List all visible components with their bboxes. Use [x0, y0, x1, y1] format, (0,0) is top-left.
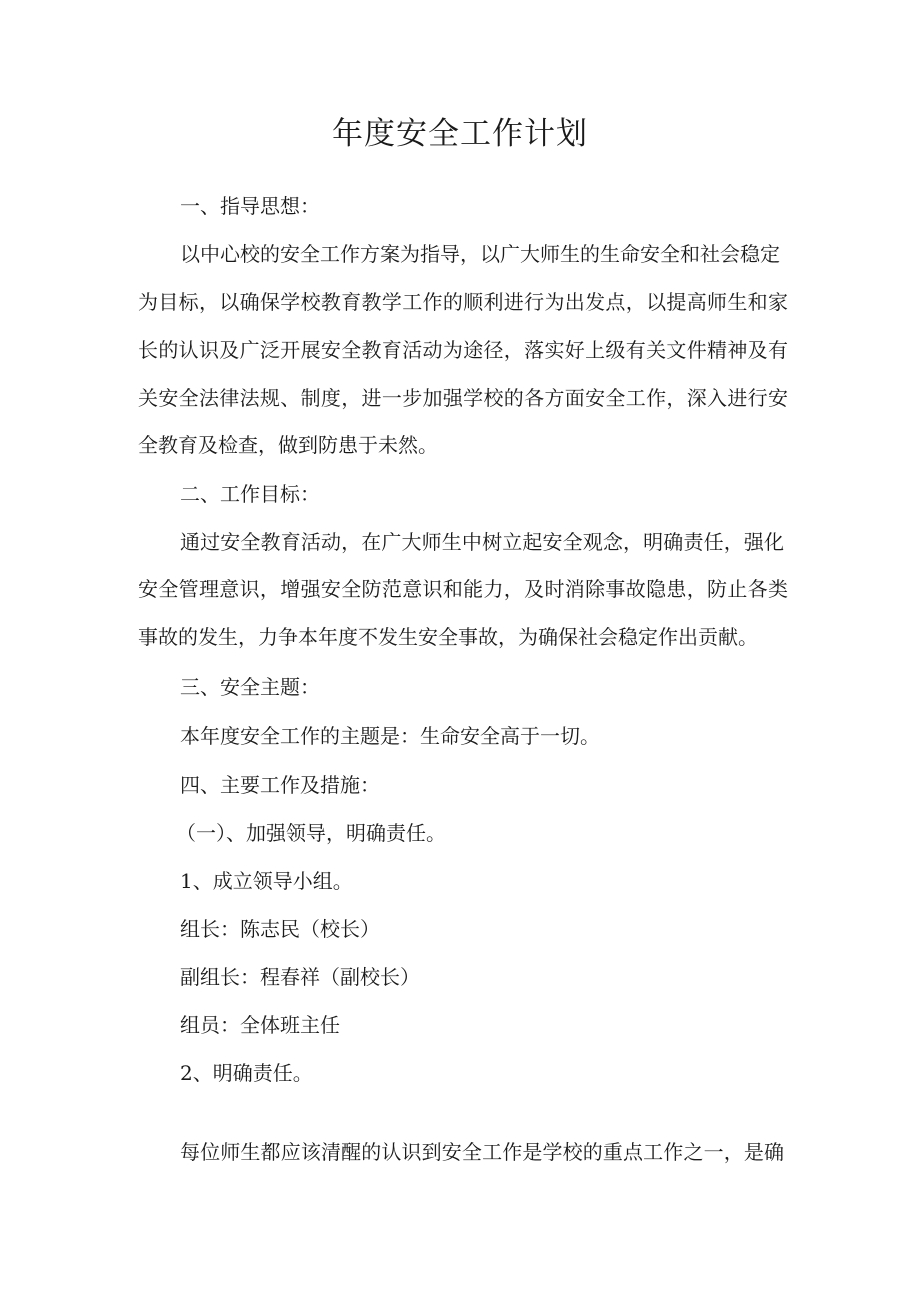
paragraph-line: 全教育及检查，做到防患于未然。 [138, 433, 438, 457]
paragraph-line: 长的认识及广泛开展安全教育活动为途径，落实好上级有关文件精神及有 [138, 338, 788, 362]
paragraph-line: 为目标，以确保学校教育教学工作的顺利进行为出发点，以提高师生和家 [138, 290, 788, 314]
paragraph-line: 事故的发生，力争本年度不发生安全事故，为确保社会稳定作出贡献。 [138, 625, 758, 649]
subsection-heading: （一）、加强领导，明确责任。 [176, 821, 446, 845]
paragraph-line: 本年度安全工作的主题是：生命安全高于一切。 [180, 724, 600, 748]
paragraph-line: 以中心校的安全工作方案为指导，以广大师生的生命安全和社会稳定 [180, 242, 780, 266]
list-item: 组长：陈志民（校长） [180, 917, 380, 941]
paragraph-line: 安全管理意识，增强安全防范意识和能力，及时消除事故隐患，防止各类 [138, 577, 788, 601]
section-heading-guiding-ideology: 一、指导思想： [180, 194, 320, 218]
section-heading-main-work: 四、主要工作及措施： [180, 773, 380, 797]
list-item: 组员：全体班主任 [180, 1013, 340, 1037]
list-item: 2、明确责任。 [180, 1061, 313, 1085]
paragraph-line: 通过安全教育活动，在广大师生中树立起安全观念，明确责任，强化 [180, 530, 784, 554]
document-title: 年度安全工作计划 [332, 116, 588, 152]
section-heading-safety-theme: 三、安全主题： [180, 675, 320, 699]
paragraph-line: 每位师生都应该清醒的认识到安全工作是学校的重点工作之一，是确 [180, 1140, 784, 1164]
section-heading-work-goals: 二、工作目标： [180, 482, 320, 506]
list-item: 1、成立领导小组。 [180, 869, 353, 893]
paragraph-line: 关安全法律法规、制度，进一步加强学校的各方面安全工作，深入进行安 [138, 386, 788, 410]
list-item: 副组长：程春祥（副校长） [180, 965, 420, 989]
